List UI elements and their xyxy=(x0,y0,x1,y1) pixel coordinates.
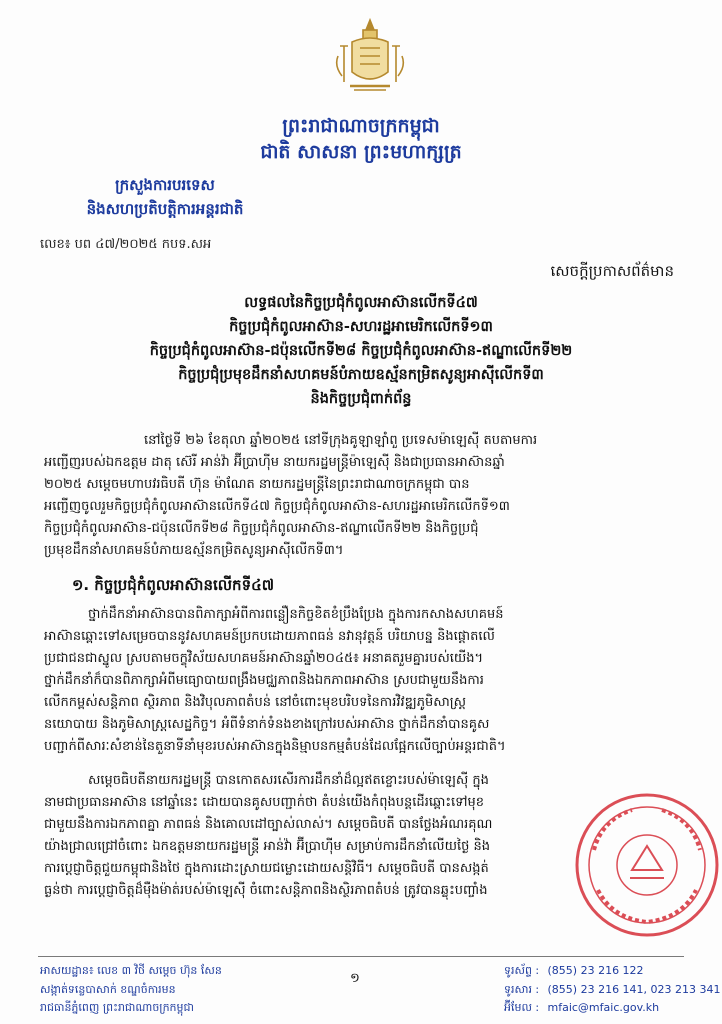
title-line: លទ្ធផលនៃកិច្ចប្រជុំកំពូលអាស៊ានលើកទី៤៧ xyxy=(244,295,478,311)
title-line: កិច្ចប្រជុំកំពូលអាស៊ាន-ជប៉ុនលើកទី២៨ កិច្ចប្រជុំកំពូលអាស៊ាន-ឥណ្ឌាលើកទី២២ xyxy=(149,343,573,359)
royal-arms-emblem-icon xyxy=(330,16,410,96)
intro-line: ប្រមុខដឹកនាំសហគមន៍បំភាយឧស្ម័នកម្រិតសូន្យអាស៊ីលើកទី៣។ xyxy=(44,543,344,558)
section-line: អាស៊ានឆ្ពោះទៅសម្រេចបាននូវសហគមន៍ប្រកបដោយភាពធន់ នវានុវត្តន៍ បរិយាបន្ន និងផ្តោតលើ xyxy=(44,629,495,644)
page-number: ១ xyxy=(350,971,360,986)
document-type: សេចក្តីប្រកាសព័ត៌មាន xyxy=(550,262,674,280)
intro-line: នៅថ្ងៃទី ២៦ ខែតុលា ឆ្នាំ២០២៥ នៅទីក្រុងគូឡាឡាំពួ ប្រទេសម៉ាឡេស៊ី តបតាមការ xyxy=(144,433,538,448)
kingdom-name: ព្រះរាជាណាចក្រកម្ពុជា xyxy=(282,115,440,137)
section-line: ជាមួយនឹងការឯកភាពគ្នា ភាពធន់ និងគោលដៅច្បាស់លាស់។ សម្តេចធិបតី បានថ្លែងអំណរគុណ xyxy=(44,817,493,832)
section-line: យ៉ាងជ្រាលជ្រៅចំពោះ ឯកឧត្តមនាយករដ្ឋមន្ត្រី អាន់វ៉ា អ៊ីប្រាហ៊ីម សម្រាប់ការដឹកនាំលើយថ្ងៃ និង xyxy=(44,839,490,854)
ministry-seal-icon xyxy=(572,790,722,940)
intro-line: កិច្ចប្រជុំកំពូលអាស៊ាន-ជប៉ុនលើកទី២៨ កិច្ចប្រជុំកំពូលអាស៊ាន-ឥណ្ឌាលើកទី២២ និងកិច្ចប្រជុំ xyxy=(44,521,479,536)
ministry-name-line1: ក្រសួងការបរទេស xyxy=(115,176,215,194)
title-line: កិច្ចប្រជុំកំពូលអាស៊ាន-សហរដ្ឋអាមេរិកលើកទី១៣ xyxy=(229,319,493,335)
section-line: ថ្នាក់ដឹកនាំអាស៊ានបានពិភាក្សាអំពីការពន្លឿនកិច្ចខិតខំប្រឹងប្រែង ក្នុងការកសាងសហគមន៍ xyxy=(88,607,504,622)
ministry-name-line2: និងសហប្រតិបត្តិការអន្តរជាតិ xyxy=(86,200,244,218)
phone-value: (855) 23 216 122 xyxy=(547,964,644,977)
intro-line: ២០២៥ សម្តេចមហាបវរធិបតី ហ៊ុន ម៉ាណែត នាយករដ្ឋមន្ត្រីនៃព្រះរាជាណាចក្រកម្ពុជា បាន xyxy=(44,477,470,492)
national-motto: ជាតិ សាសនា ព្រះមហាក្សត្រ xyxy=(260,141,462,163)
title-line: និងកិច្ចប្រជុំពាក់ព័ន្ធ xyxy=(310,391,412,407)
intro-line: អញ្ជើញរបស់ឯកឧត្តម ដាតុ ស៊េរី អាន់វ៉ា អ៊ីប្រាហ៊ីម នាយករដ្ឋមន្ត្រីម៉ាឡេស៊ី និងជាប្រធានអាស៊ានឆ្នាំ xyxy=(44,455,505,470)
footer-address-line1: អាសយដ្ឋាន៖ លេខ ៣ វិថី សម្តេច ហ៊ុន សែន xyxy=(40,964,222,977)
section-line: នយោបាយ និងភូមិសាស្ត្រសេដ្ឋកិច្ច។ អំពីទំនាក់ទំនងខាងក្រៅរបស់អាស៊ាន ថ្នាក់ដឹកនាំបានគូស xyxy=(44,717,490,732)
section-line: សម្តេចធិបតីនាយករដ្ឋមន្ត្រី បានកោតសរសើរការដឹកនាំដ៏ល្អឥតខ្ចោះរបស់ម៉ាឡេស៊ី ក្នុង xyxy=(88,773,489,788)
title-line: កិច្ចប្រជុំប្រមុខដឹកនាំសហគមន៍បំភាយឧស្ម័នកម្រិតសូន្យអាស៊ីលើកទី៣ xyxy=(178,367,544,383)
footer-address-line2: សង្កាត់ទន្លេបាសាក់ ខណ្ឌចំការមន xyxy=(40,983,176,996)
footer-divider xyxy=(38,956,684,957)
phone-label: ទូរស័ព្ទ : xyxy=(504,964,540,977)
section-line: ថ្នាក់ដឹកនាំក៏បានពិភាក្សាអំពីមធ្យោបាយពង្រឹងមជ្ឈភាពនិងឯកភាពអាស៊ាន ស្របជាមួយនឹងការ xyxy=(44,673,484,688)
section-line: ធ្ងន់ថា ការប្តេជ្ញាចិត្តដ៏មុឺងម៉ាត់របស់ម៉ាឡេស៊ី ចំពោះសន្តិភាពនិងស្ថិរភាពតំបន់ ត្រូវបានឆ្លុះបញ្ចាំង xyxy=(44,883,488,898)
footer-address-line3: រាជធានីភ្នំពេញ ព្រះរាជាណាចក្រកម្ពុជា xyxy=(40,1001,194,1014)
footer-email xyxy=(504,1001,659,1017)
fax-value: (855) 23 216 141, 023 213 341 xyxy=(547,983,721,996)
section-line: លើកកម្ពស់សន្តិភាព ស្ថិរភាព និងវិបុលភាពតំបន់ នៅចំពោះមុខបរិបទនៃការវិវឌ្ឍភូមិសាស្ត្រ xyxy=(44,695,466,710)
section-heading: ១. កិច្ចប្រជុំកំពូលអាស៊ានលើកទី៤៧ xyxy=(72,576,275,594)
section-line: ការប្តេជ្ញាចិត្តជួយកម្ពុជានិងថៃ ក្នុងការដោះស្រាយជម្លោះដោយសន្តិវិធី។ សម្តេចធិបតី បានសង្កត់ xyxy=(44,861,489,876)
section-line: នាមជាប្រធានអាស៊ាន នៅឆ្នាំនេះ ដោយបានគូសបញ្ជាក់ថា តំបន់យើងកំពុងបន្តដើរឆ្ពោះទៅមុខ xyxy=(44,795,485,810)
reference-number: លេខ៖ បព ៤៧/២០២៥ កបទ.សអ xyxy=(40,237,212,252)
email-value: mfaic@mfaic.gov.kh xyxy=(547,1001,660,1014)
footer-phone xyxy=(504,964,644,980)
section-line: ប្រជាជនជាស្នូល ស្របតាមចក្ខុវិស័យសហគមន៍អាស៊ានឆ្នាំ២០៤៥៖ អនាគតរួមគ្នារបស់យើង។ xyxy=(44,651,484,666)
footer-fax xyxy=(504,983,721,999)
intro-line: អញ្ជើញចូលរួមកិច្ចប្រជុំកំពូលអាស៊ានលើកទី៤៧ កិច្ចប្រជុំកំពូលអាស៊ាន-សហរដ្ឋអាមេរិកលើកទី១៣ xyxy=(44,499,510,514)
email-label: អ៊ីមែល : xyxy=(504,1001,540,1014)
fax-label: ទូរសារ : xyxy=(504,983,540,996)
section-line: បញ្ជាក់ពីសារៈសំខាន់នៃតួនាទីនាំមុខរបស់អាស៊ានក្នុងនិម្មាបនកម្មតំបន់ដែលផ្អែកលើច្បាប់អន្តរជាតិ។ xyxy=(44,739,506,754)
